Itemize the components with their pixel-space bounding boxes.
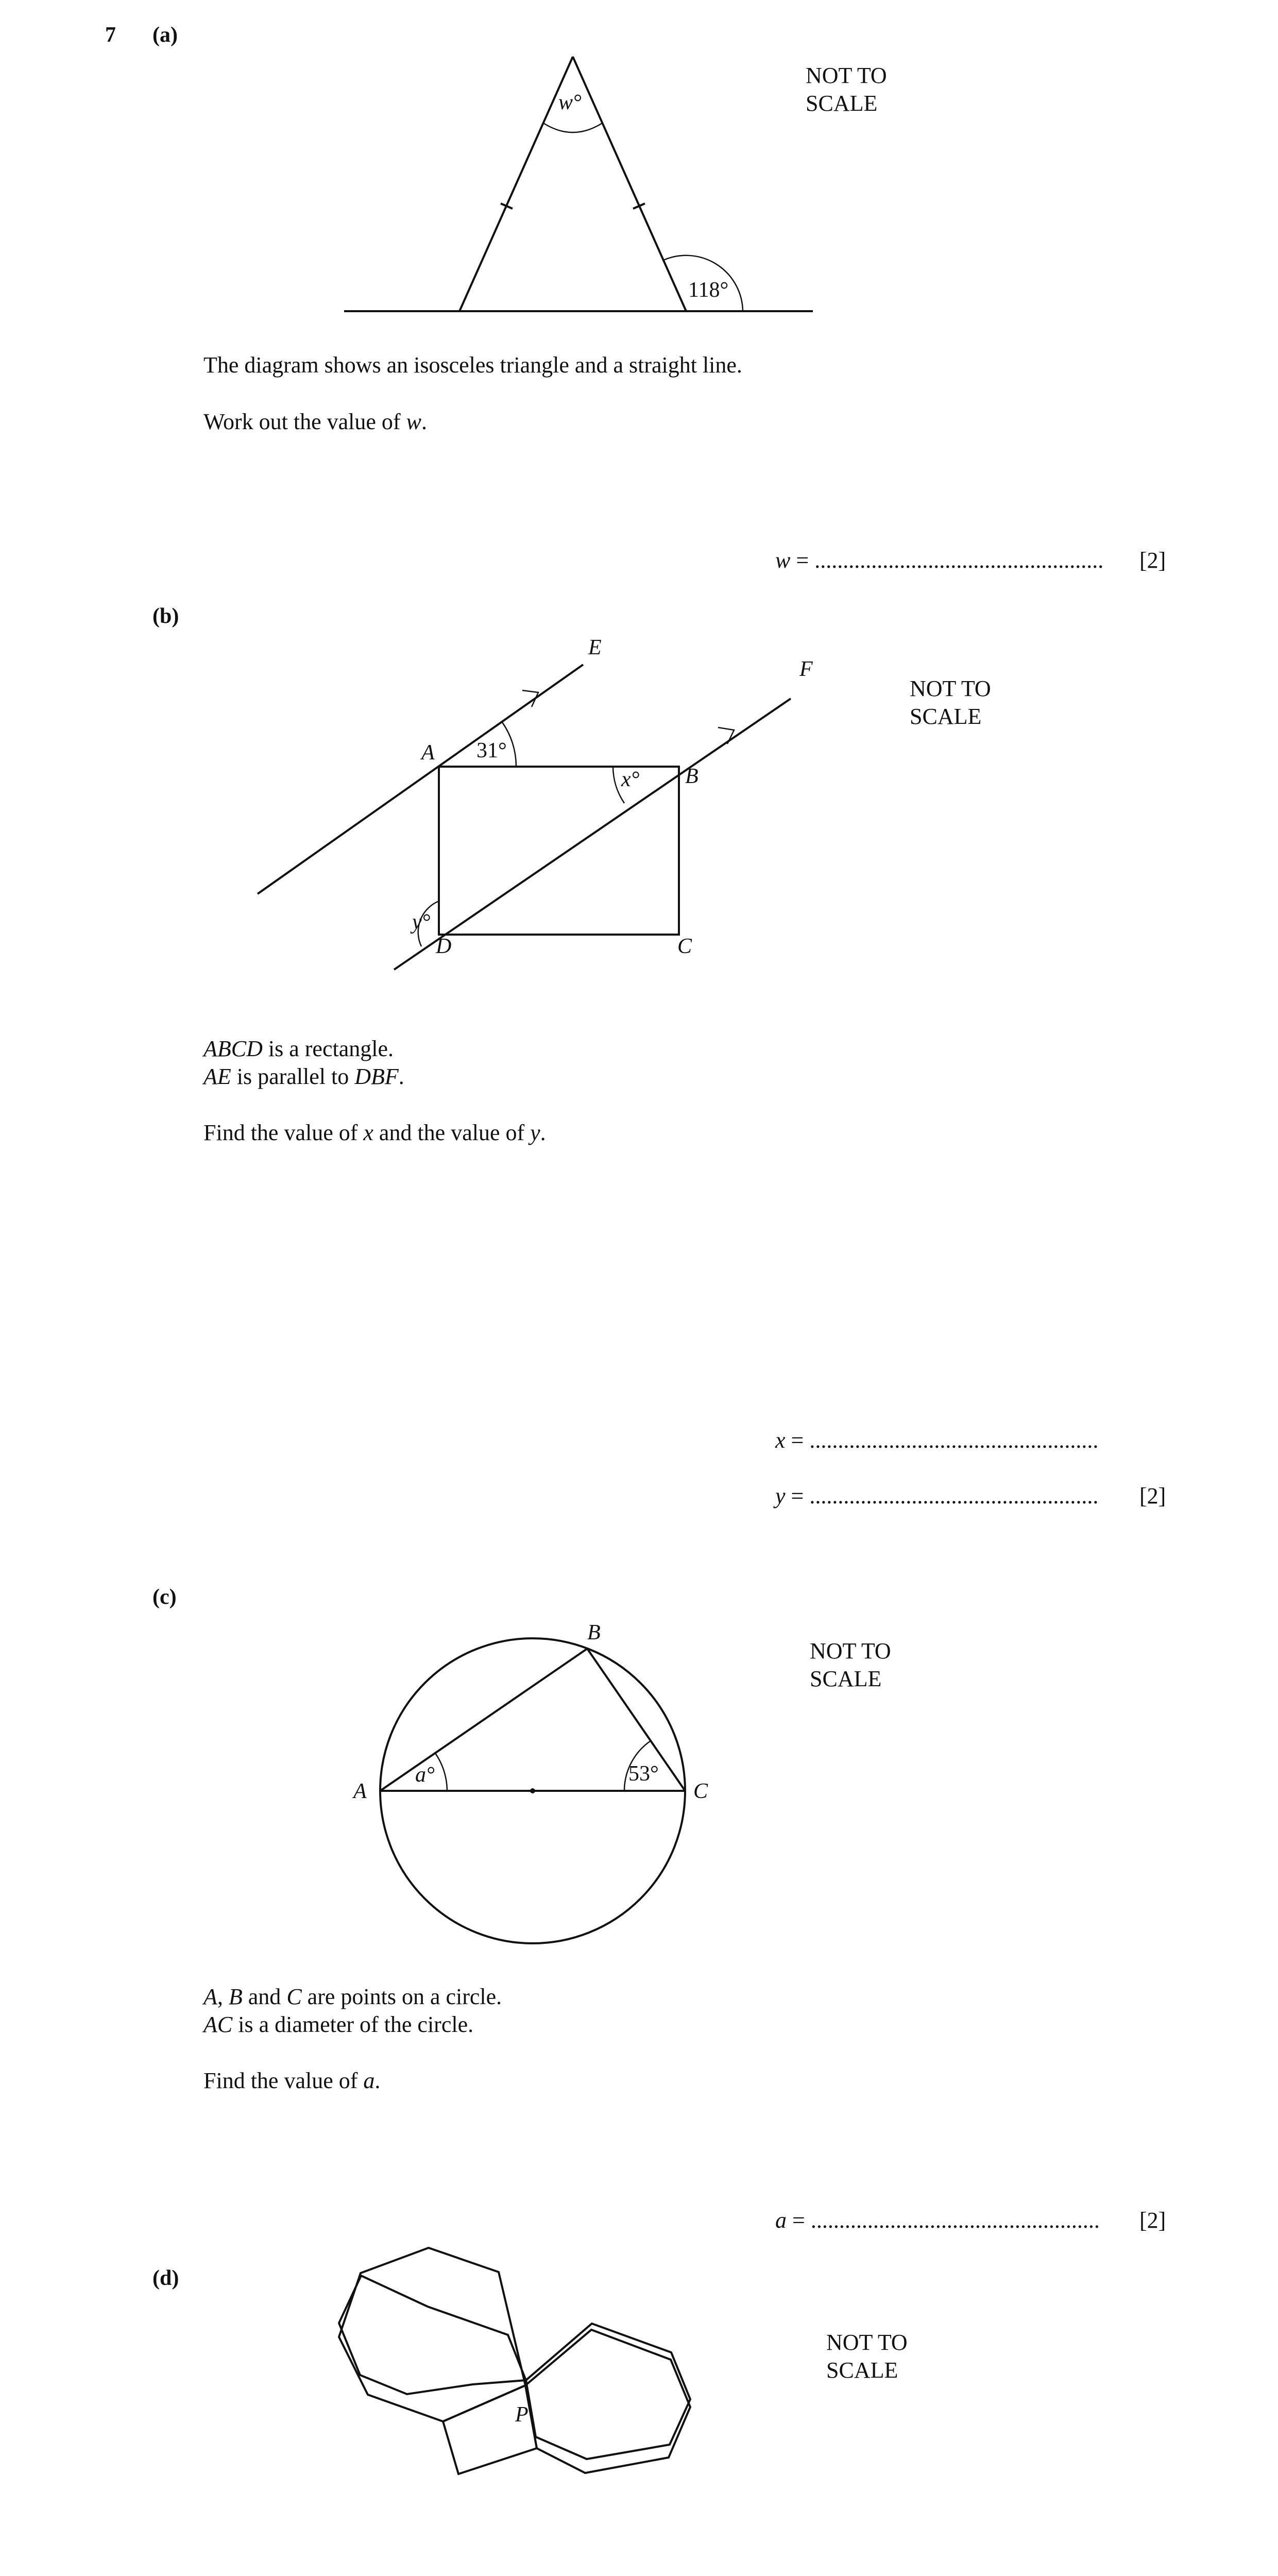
angle-label-53: 53° bbox=[628, 1762, 659, 1786]
answer-line-y[interactable]: y = ................................................... bbox=[775, 1483, 1099, 1509]
answer-line-a[interactable]: a = ................................................... bbox=[775, 2208, 1100, 2233]
answer-line-w[interactable]: w = ................................................... bbox=[775, 548, 1104, 573]
marks-c: [2] bbox=[1139, 2208, 1166, 2233]
part-b-statement-1: ABCD is a rectangle. bbox=[203, 1036, 394, 1061]
part-b-not-to-scale: NOT TO SCALE bbox=[910, 676, 991, 729]
vertex-C-c: C bbox=[693, 1780, 708, 1803]
point-F: F bbox=[799, 657, 813, 681]
angle-arc-a bbox=[435, 1753, 447, 1791]
point-E: E bbox=[588, 636, 602, 659]
part-b-diagram bbox=[0, 618, 1278, 979]
part-a-statement: The diagram shows an isosceles triangle and a straight line. bbox=[203, 352, 742, 378]
square-final bbox=[443, 2385, 537, 2474]
question-number: 7 bbox=[105, 23, 116, 47]
part-b-statement-2: AE is parallel to DBF. bbox=[203, 1064, 404, 1089]
point-P: P bbox=[515, 2403, 529, 2427]
answer-line-x[interactable]: x = ................................................... bbox=[775, 1428, 1099, 1453]
part-c-diagram bbox=[0, 1597, 1278, 1958]
triangle-right-side bbox=[573, 57, 686, 311]
angle-label-31: 31° bbox=[476, 739, 507, 762]
part-a-diagram bbox=[0, 0, 1278, 361]
parallel-arrow-AE bbox=[522, 690, 538, 707]
centre-point bbox=[530, 1788, 535, 1793]
angle-label-118: 118° bbox=[688, 278, 729, 302]
part-b-label: (b) bbox=[152, 604, 179, 628]
vertex-A-c: A bbox=[353, 1780, 367, 1803]
octagon-left-final bbox=[339, 2248, 525, 2421]
vertex-D: D bbox=[436, 935, 452, 958]
angle-label-y: y° bbox=[412, 910, 431, 934]
rectangle-ABCD bbox=[439, 767, 679, 935]
chord-AB bbox=[380, 1649, 587, 1791]
part-c-label: (c) bbox=[152, 1585, 177, 1609]
part-c-not-to-scale: NOT TO SCALE bbox=[810, 1638, 891, 1691]
part-d-not-to-scale: NOT TO SCALE bbox=[826, 2330, 908, 2383]
vertex-A: A bbox=[421, 741, 435, 765]
triangle-left-side bbox=[459, 57, 573, 311]
angle-label-a: a° bbox=[415, 1763, 435, 1787]
angle-arc-w bbox=[543, 123, 602, 132]
part-a-instruction: Work out the value of w. bbox=[203, 409, 427, 434]
part-d-label: (d) bbox=[152, 2266, 179, 2290]
part-b-instruction: Find the value of x and the value of y. bbox=[203, 1120, 546, 1145]
angle-label-w: w° bbox=[558, 91, 582, 114]
parallel-arrow-DBF bbox=[718, 727, 734, 744]
marks-b: [2] bbox=[1139, 1483, 1166, 1509]
vertex-B: B bbox=[685, 765, 698, 788]
part-c-instruction: Find the value of a. bbox=[203, 2068, 381, 2093]
part-c-statement-2: AC is a diameter of the circle. bbox=[203, 2012, 474, 2037]
angle-label-x: x° bbox=[621, 768, 640, 791]
octagon-right-final bbox=[525, 2330, 690, 2473]
part-a-not-to-scale: NOT TO SCALE bbox=[806, 63, 887, 116]
line-AE bbox=[258, 665, 583, 894]
line-DBF bbox=[394, 699, 791, 970]
part-d-shapes-final bbox=[0, 2215, 1278, 2576]
part-c-statement-1: A, B and C are points on a circle. bbox=[203, 1984, 502, 2009]
vertex-C: C bbox=[677, 935, 692, 958]
marks-a: [2] bbox=[1139, 548, 1166, 573]
vertex-B-c: B bbox=[587, 1621, 601, 1645]
part-a-label: (a) bbox=[152, 23, 178, 47]
